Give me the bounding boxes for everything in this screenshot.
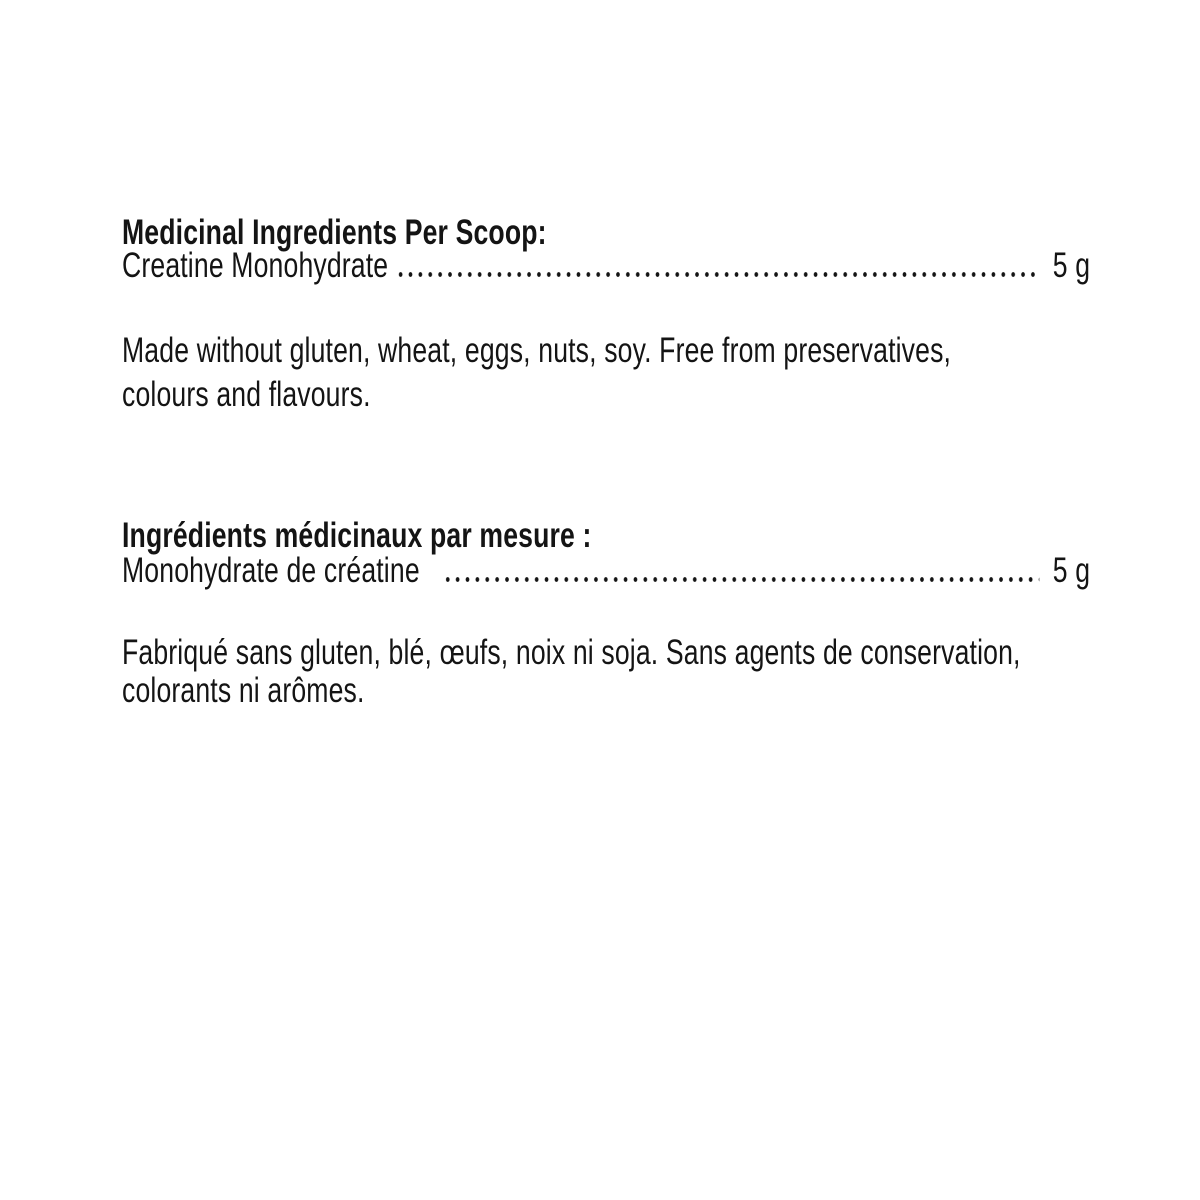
ingredient-row-fr [122,549,1090,593]
allergen-note-fr-line2: colorants ni arômes. [122,671,365,710]
ingredient-name-en: Creatine Monohydrate [122,246,389,285]
dot-leader-en [399,272,1039,277]
ingredient-name-fr: Monohydrate de créatine [122,551,420,590]
medicinal-ingredients-heading-en: Medicinal Ingredients Per Scoop: [122,213,547,252]
ingredient-amount-fr: 5 g [1052,551,1091,590]
ingredient-row-en [122,244,1090,288]
dot-leader-fr [446,577,1040,582]
allergen-note-en-line1: Made without gluten, wheat, eggs, nuts, soy. Free from preservatives, [122,331,952,370]
allergen-note-en-line2: colours and flavours. [122,375,371,414]
medicinal-ingredients-heading-fr: Ingrédients médicinaux par mesure : [122,516,592,555]
allergen-note-fr-line1: Fabriqué sans gluten, blé, œufs, noix ni soja. Sans agents de conservation, [122,633,1021,672]
ingredient-amount-en: 5 g [1052,246,1091,285]
